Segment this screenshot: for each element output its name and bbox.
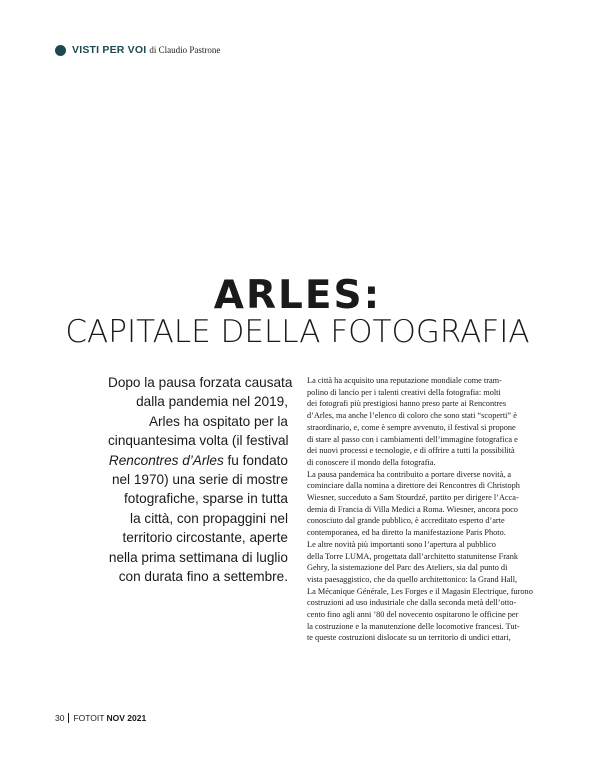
lead-line: territorio circostante, aperte xyxy=(122,530,288,546)
lead-line: nella prima settimana di luglio xyxy=(108,549,288,565)
body-line: te queste costruzioni dislocate su un territorio di undici ettari, xyxy=(307,633,511,643)
body-column xyxy=(307,375,547,644)
article-subtitle: CAPITALE DELLA FOTOGRAFIA xyxy=(65,314,530,350)
body-line: dei nuovi processi e tecnologie, e di offrire a tutti la possibilità xyxy=(307,446,515,456)
page-footer xyxy=(55,713,146,723)
lead-line-italic: Rencontres d’Arles fu fondato xyxy=(108,452,288,468)
lead-paragraph xyxy=(108,373,293,586)
bullet-dot-icon xyxy=(55,45,66,56)
body-line: d’Arles, ma anche l’elenco di coloro che sono stati “scoperti” è xyxy=(307,411,517,421)
magazine-name: FOTOIT xyxy=(73,713,105,723)
lead-line: dalla pandemia nel 2019, xyxy=(136,394,288,410)
lead-line: Arles ha ospitato per la xyxy=(148,413,288,429)
lead-line: Dopo la pausa forzata causata xyxy=(108,375,293,390)
body-line: la costruzione e la manutenzione delle locomotive francesi. Tut- xyxy=(307,621,520,631)
body-line: vista paesaggistico, che da quello architettonico: la Grand Hall, xyxy=(307,574,518,584)
body-line: contemporanea, ed ha diretto la manifestazione Paris Photo. xyxy=(307,528,506,538)
festival-name: Rencontres d’Arles xyxy=(108,452,224,468)
body-line: dei fotografi più prestigiosi hanno preso parte ai Rencontres xyxy=(307,399,507,409)
body-line: di stare al passo con i cambiamenti dell’immagine fotografica e xyxy=(307,434,518,444)
body-line: costruzioni ad uso industriale che dalla seconda metà dell’otto- xyxy=(307,598,517,608)
body-line: La Mécanique Générale, Les Forges e il Magasin Electrique, furono xyxy=(307,586,533,596)
body-line: La pausa pandemica ha contribuito a portare diverse novità, a xyxy=(307,469,512,479)
lead-line: con durata fino a settembre. xyxy=(118,569,288,585)
body-line: della Torre LUMA, progettata dall’architetto statunitense Frank xyxy=(307,551,518,561)
article-title: ARLES: xyxy=(213,273,382,318)
body-line: cominciare dalla nomina a direttore dei Rencontres di Christoph xyxy=(307,481,520,491)
lead-line: fotografiche, sparse in tutta xyxy=(124,491,288,507)
page-number: 30 xyxy=(55,713,65,723)
body-line: La città ha acquisito una reputazione mondiale come tram- xyxy=(307,376,502,385)
body-line: polino di lancio per i talenti creativi della fotografia: molti xyxy=(307,387,501,397)
body-line: cento fino agli anni ’80 del novecento ospitarono le officine per xyxy=(307,610,519,620)
issue-date: NOV 2021 xyxy=(106,713,147,723)
body-line: demia di Francia di Villa Medici a Roma. Wiesner, ancora poco xyxy=(307,504,518,514)
section-header xyxy=(55,44,220,56)
body-line: Gehry, la sistemazione del Parc des Ateliers, sia dal punto di xyxy=(307,563,508,573)
body-line: di conoscere il mondo della fotografia. xyxy=(307,457,436,467)
footer-divider xyxy=(68,713,69,723)
body-line: Wiesner, succeduto a Sam Stourdzé, partito per dirigere l’Acca- xyxy=(307,493,519,503)
lead-line: nel 1970) una serie di mostre xyxy=(111,472,288,488)
body-line: Le altre novità più importanti sono l’apertura al pubblico xyxy=(307,539,496,549)
section-label: VISTI PER VOI xyxy=(72,44,147,56)
body-line: straordinario, e, come è sempre avvenuto, il festival si propone xyxy=(307,422,516,432)
lead-line: cinquantesima volta (il festival xyxy=(108,433,289,449)
lead-line: la città, con propaggini nel xyxy=(130,510,288,526)
byline: di Claudio Pastrone xyxy=(149,45,221,55)
body-line: conosciuto dal grande pubblico, è accreditato esperto d’arte xyxy=(307,516,505,526)
